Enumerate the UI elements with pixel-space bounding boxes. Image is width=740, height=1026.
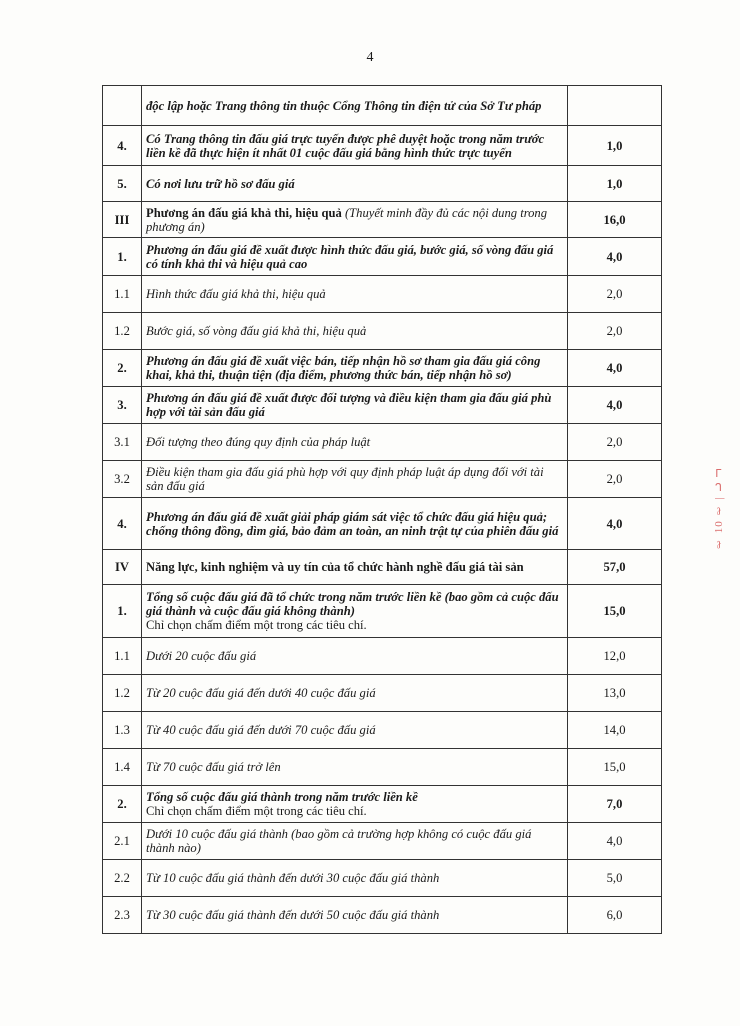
row-number: 2.	[103, 350, 142, 387]
table-row	[103, 550, 662, 585]
table-row	[103, 897, 662, 934]
row-number: 3.2	[103, 461, 142, 498]
row-number: 3.1	[103, 424, 142, 461]
max-score: 16,0	[568, 202, 662, 238]
row-number	[103, 86, 142, 126]
max-score: 1,0	[568, 166, 662, 202]
criterion-description	[142, 675, 568, 712]
criterion-description	[142, 786, 568, 823]
row-number: 1.	[103, 585, 142, 638]
max-score	[568, 86, 662, 126]
table-row	[103, 86, 662, 126]
criterion-text: Từ 40 cuộc đấu giá đến dưới 70 cuộc đấu giá	[146, 723, 376, 737]
row-number: 2.3	[103, 897, 142, 934]
criterion-text: độc lập hoặc Trang thông tin thuộc Cổng Thông tin điện tử của Sở Tư pháp	[146, 98, 542, 113]
max-score: 4,0	[568, 387, 662, 424]
max-score: 15,0	[568, 749, 662, 786]
criterion-description	[142, 749, 568, 786]
criterion-text: Từ 70 cuộc đấu giá trở lên	[146, 760, 281, 774]
criterion-text: Tổng số cuộc đấu giá thành trong năm trước liền kề	[146, 790, 418, 804]
table-row	[103, 126, 662, 166]
row-number: 1.4	[103, 749, 142, 786]
scoring-table	[102, 85, 662, 934]
table-row	[103, 786, 662, 823]
handwritten-margin-mark: ℓ 10 ℓ | ᒐᒧ	[713, 464, 725, 550]
criterion-text: Từ 30 cuộc đấu giá thành đến dưới 50 cuộc đấu giá thành	[146, 908, 440, 922]
table-row	[103, 675, 662, 712]
max-score: 2,0	[568, 276, 662, 313]
criterion-description	[142, 823, 568, 860]
criterion-text: Phương án đấu giá đề xuất được hình thức đấu giá, bước giá, số vòng đấu giá có tính khả thi và hiệu quả cao	[146, 242, 554, 271]
table-row	[103, 498, 662, 550]
table-row	[103, 712, 662, 749]
criterion-text: Dưới 20 cuộc đấu giá	[146, 649, 257, 663]
criterion-note: Chỉ chọn chấm điểm một trong các tiêu chí.	[146, 618, 367, 632]
row-number: 2.	[103, 786, 142, 823]
criterion-note: Chỉ chọn chấm điểm một trong các tiêu chí.	[146, 804, 367, 818]
max-score: 5,0	[568, 860, 662, 897]
criterion-description	[142, 498, 568, 550]
row-number: 1.1	[103, 276, 142, 313]
row-number: III	[103, 202, 142, 238]
row-number: 2.2	[103, 860, 142, 897]
row-number: 1.2	[103, 313, 142, 350]
criterion-description	[142, 166, 568, 202]
criterion-text: Có Trang thông tin đấu giá trực tuyến được phê duyệt hoặc trong năm trước liền kề đã thực hiện ít nhất 01 cuộc đấu giá bằng hình thức trực tuyến	[146, 131, 545, 160]
criterion-text: Có nơi lưu trữ hồ sơ đấu giá	[146, 176, 295, 191]
criterion-description	[142, 276, 568, 313]
criterion-description	[142, 897, 568, 934]
criterion-text: Bước giá, số vòng đấu giá khả thi, hiệu quả	[146, 324, 367, 338]
max-score: 12,0	[568, 638, 662, 675]
max-score: 1,0	[568, 126, 662, 166]
row-number: IV	[103, 550, 142, 585]
criterion-description	[142, 313, 568, 350]
criterion-text: Phương án đấu giá khả thi, hiệu quả	[146, 205, 342, 220]
table-row	[103, 166, 662, 202]
max-score: 57,0	[568, 550, 662, 585]
scoring-table-body	[103, 86, 662, 934]
max-score: 15,0	[568, 585, 662, 638]
criterion-description	[142, 860, 568, 897]
table-row	[103, 461, 662, 498]
max-score: 2,0	[568, 424, 662, 461]
criterion-description	[142, 585, 568, 638]
max-score: 4,0	[568, 350, 662, 387]
criterion-text: Hình thức đấu giá khả thi, hiệu quả	[146, 287, 326, 301]
criterion-text: Phương án đấu giá đề xuất được đối tượng và điều kiện tham gia đấu giá phù hợp với tài sản đấu giá	[146, 391, 552, 419]
criterion-text: Từ 10 cuộc đấu giá thành đến dưới 30 cuộc đấu giá thành	[146, 871, 440, 885]
table-row	[103, 387, 662, 424]
criterion-text: Dưới 10 cuộc đấu giá thành (bao gồm cả trường hợp không có cuộc đấu giá thành nào)	[146, 827, 532, 855]
table-row	[103, 860, 662, 897]
row-number: 1.3	[103, 712, 142, 749]
table-row	[103, 202, 662, 238]
page-number: 4	[366, 50, 374, 65]
criterion-description	[142, 126, 568, 166]
max-score: 4,0	[568, 823, 662, 860]
row-number: 1.2	[103, 675, 142, 712]
max-score: 2,0	[568, 461, 662, 498]
row-number: 1.	[103, 238, 142, 276]
max-score: 14,0	[568, 712, 662, 749]
row-number: 4.	[103, 498, 142, 550]
criterion-description	[142, 550, 568, 585]
table-row	[103, 313, 662, 350]
table-row	[103, 350, 662, 387]
max-score: 6,0	[568, 897, 662, 934]
table-row	[103, 823, 662, 860]
criterion-text: Năng lực, kinh nghiệm và uy tín của tổ chức hành nghề đấu giá tài sản	[146, 560, 524, 574]
max-score: 4,0	[568, 238, 662, 276]
criterion-text: Phương án đấu giá đề xuất việc bán, tiếp nhận hồ sơ tham gia đấu giá công khai, khả thi, thuận tiện (địa điểm, phương thức bán, tiếp nhận hồ sơ)	[146, 354, 541, 382]
max-score: 7,0	[568, 786, 662, 823]
table-row	[103, 276, 662, 313]
row-number: 2.1	[103, 823, 142, 860]
row-number: 1.1	[103, 638, 142, 675]
row-number: 4.	[103, 126, 142, 166]
max-score: 13,0	[568, 675, 662, 712]
criterion-note: (Thuyết minh đầy đủ các nội dung trong phương án)	[146, 205, 548, 234]
table-row	[103, 424, 662, 461]
criterion-description	[142, 86, 568, 126]
criterion-text: Điều kiện tham gia đấu giá phù hợp với quy định pháp luật áp dụng đối với tài sản đấu giá	[146, 465, 544, 493]
criterion-description	[142, 350, 568, 387]
criterion-text: Từ 20 cuộc đấu giá đến dưới 40 cuộc đấu giá	[146, 686, 376, 700]
max-score: 4,0	[568, 498, 662, 550]
criterion-description	[142, 202, 568, 238]
criterion-description	[142, 461, 568, 498]
row-number: 3.	[103, 387, 142, 424]
max-score: 2,0	[568, 313, 662, 350]
table-row	[103, 585, 662, 638]
criterion-description	[142, 424, 568, 461]
row-number: 5.	[103, 166, 142, 202]
table-row	[103, 749, 662, 786]
table-row	[103, 638, 662, 675]
criterion-description	[142, 638, 568, 675]
table-row	[103, 238, 662, 276]
criterion-text: Đối tượng theo đúng quy định của pháp luật	[146, 435, 371, 449]
criterion-description	[142, 712, 568, 749]
criterion-description	[142, 238, 568, 276]
criterion-text: Tổng số cuộc đấu giá đã tổ chức trong năm trước liền kề (bao gồm cả cuộc đấu giá thành và cuộc đấu giá không thành)	[146, 590, 559, 618]
criterion-description	[142, 387, 568, 424]
criterion-text: Phương án đấu giá đề xuất giải pháp giám sát việc tổ chức đấu giá hiệu quả; chống thông đồng, dìm giá, bảo đảm an toàn, an ninh trật tự của phiên đấu giá	[146, 509, 559, 538]
